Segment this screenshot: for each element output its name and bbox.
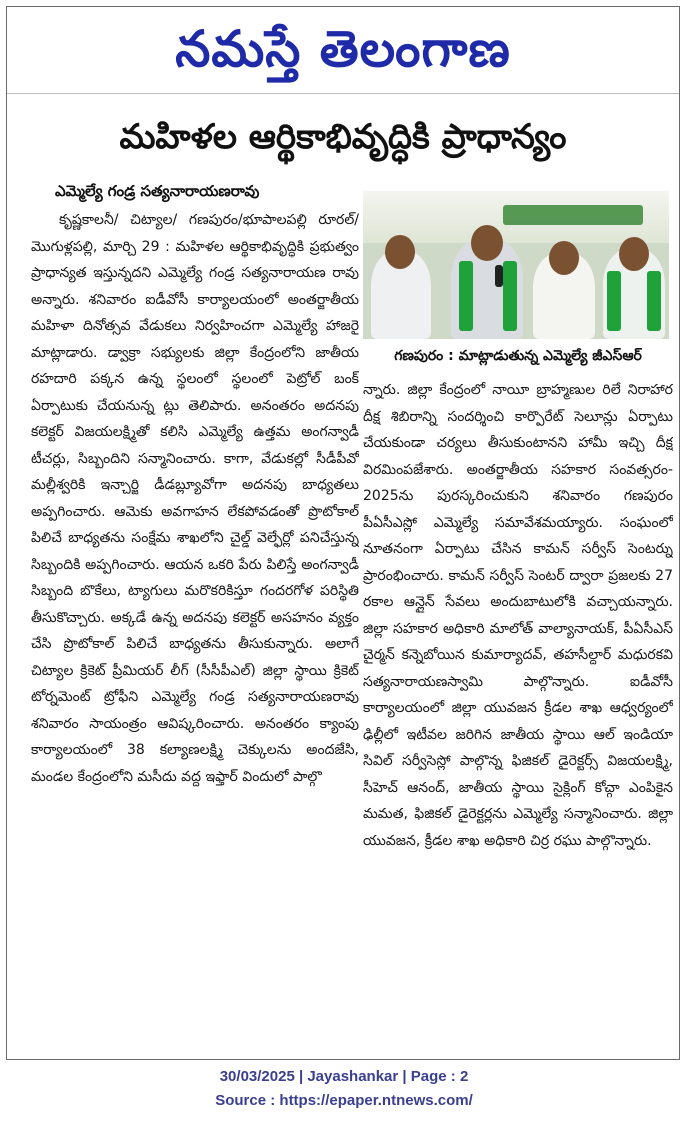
article-body-left: కృష్ణకాలనీ/ చిట్యాల/ గణపురం/భూపాలపల్లి రూరల్/ మొగుళ్లపల్లి, మార్చి 29 : మహిళల ఆర్థికాభివృద్ధికి ప్రభుత్వం ప్రాధాన్యత ఇస్తున్నదని ఎమ్మెల్యే గండ్ర సత్యనారాయణ రావు అన్నారు. శనివారం ఐడీవోసీ కార్యాలయంలో అంతర్జాతీయ మహిళా దినోత్సవ వేడుకలు నిర్వహించగా ఎమ్మెల్యే హాజరై మాట్లాడారు. డ్వాక్రా సభ్యులకు జిల్లా కేంద్రంలోని జాతీయ రహదారి పక్కన ఉన్న స్థలంలో స్థలంలో పెట్రోల్ బంక్ ఏర్పాటుకు చేయనున్న ట్లు తెలిపారు. అనంతరం అదనపు కలెక్టర్ విజయలక్ష్మితో కలిసి ఎమ్మెల్యే ఉత్తమ అంగన్వాడీ టీచర్లు, సిబ్బందిని సన్మానించారు. కాగా, వేడుకల్లో సీడీపీవో మల్లీశ్వరికి ఇన్చార్జి డీడబ్ల్యూవోగా అదనపు బాధ్యతలు అప్పగించారు. ఆమెకు అవగాహన లేకపోవడంతో ప్రొటోకాల్ పిలిచే బాధ్యతను సంక్షేమ శాఖలోని చైల్డ్ వెల్ఫేర్లో పనిచేస్తున్న సిబ్బందికి అప్పగించారు. ఆయన ఒకరి పేరు పిలిస్తే అంగన్వాడీ సిబ్బంది బొకేలు, ట్యాగులు మరొకరికిస్తూ గందరగోళ పరిస్థితి తీసుకొచ్చారు. అక్కడే ఉన్న అదనపు కలెక్టర్ అసహనం వ్యక్తం చేసి ప్రొటోకాల్ పిలిచే బాధ్యతను తీసుకున్నారు. అలాగే చిట్యాల క్రికెట్ ప్రీమియర్ లీగ్ (సీసీపీఎల్) జిల్లా స్థాయి క్రికెట్ టోర్నమెంట్ ట్రోఫీని ఎమ్మెల్యే గండ్ర సత్యనారాయణరావు శనివారం సాయంత్రం ఆవిష్కరించారు. అనంతరం క్యాంపు కార్యాలయంలో 38 కల్యాణలక్ష్మి చెక్కులను అందజేసి, మండల కేంద్రంలోని మసీదు వద్ద ఇఫ్తార్ విందులో పాల్గొ (31, 212, 359, 785)
footer-source-line: Source : https://epaper.ntnews.com/ (215, 1092, 473, 1109)
article-headline: మహిళల ఆర్థికాభివృద్ధికి ప్రాధాన్యం (119, 117, 567, 157)
news-photo (363, 191, 669, 339)
photo-microphone (495, 265, 503, 287)
photo-person-head (471, 225, 503, 261)
photo-green-scarf (607, 271, 621, 331)
photo-green-scarf (647, 271, 661, 331)
photo-green-scarf (503, 261, 517, 331)
photo-banner-graphic (503, 205, 643, 225)
masthead-divider (7, 93, 679, 94)
footer-date-line: 30/03/2025 | Jayashankar | Page : 2 (219, 1068, 469, 1085)
newspaper-masthead: నమస్తే తెలంగాణ (175, 19, 511, 78)
newspaper-clipping (6, 6, 680, 1060)
photo-green-scarf (459, 261, 473, 331)
photo-person-head (619, 237, 649, 271)
photo-caption: గణపురం : మాట్లాడుతున్న ఎమ్మెల్యే జీఎస్ఆర్ (394, 348, 642, 364)
article-column-right (363, 377, 673, 1047)
photo-person-head (385, 235, 415, 269)
article-body-right: న్నారు. జిల్లా కేంద్రంలో నాయీ బ్రాహ్మణుల రిలే నిరాహార దీక్ష శిబిరాన్ని సందర్శించి కార్పొరేట్ సెలూన్లు ఏర్పాటు చేయకుండా చర్యలు తీసుకుంటానని హామీ ఇచ్చి దీక్ష విరమింపజేశారు. అంతర్జాతీయ సహకార సంవత్సరం- 2025ను పురస్కరించుకుని శనివారం గణపురం పీఏసీఎస్లో ఎమ్మెల్యే సమావేశమయ్యారు. సంఘంలో నూతనంగా ఏర్పాటు చేసిన కామన్ సర్వీస్ సెంటర్ను ప్రారంభించారు. కామన్ సర్వీస్ సెంటర్ ద్వారా ప్రజలకు 27 రకాల ఆన్లైన్ సేవలు అందుబాటులోకి వచ్చాయన్నారు. జిల్లా సహకార అధికారి మాలోత్ వాల్యానాయక్, పీఏసీఎస్ చైర్మన్ కన్నెబోయిన కుమార్యాదవ్, తహసీల్దార్ మధురకవి సత్యనారాయణస్వామి పాల్గొన్నారు. ఐడీవోసీ కార్యాలయంలో జిల్లా యువజన క్రీడల శాఖ ఆధ్వర్యంలో ఢిల్లీలో ఇటీవల జరిగిన జాతీయ స్థాయి ఆల్ ఇండియా సివిల్ సర్వీసెస్లో పాల్గొన్న ఫిజికల్ డైరెక్టర్స్ విజయలక్ష్మి, సీహెచ్ ఆనంద్, జాతీయ స్థాయి సైక్లింగ్ కోచ్గా ఎంపికైన మమత, ఫిజికల్ డైరెక్టర్లను ఎమ్మెల్యే సన్మానించారు. జిల్లా యువజన, క్రీడల శాఖ అధికారి చిర్ర రఘు పాల్గొన్నారు. (363, 382, 673, 849)
article-column-left (31, 207, 359, 1047)
article-byline: ఎమ్మెల్యే గండ్ర సత్యనారాయణరావు (55, 182, 260, 200)
photo-person-head (549, 241, 579, 275)
